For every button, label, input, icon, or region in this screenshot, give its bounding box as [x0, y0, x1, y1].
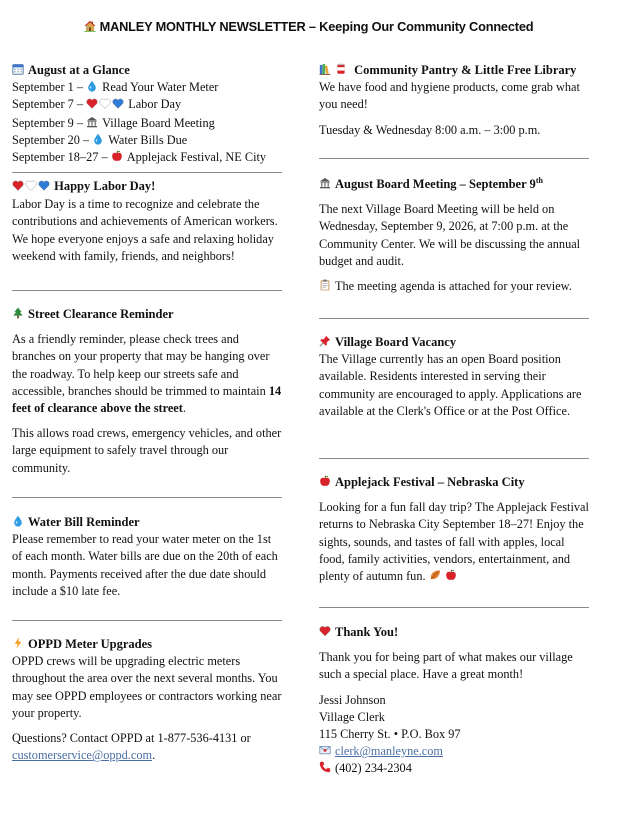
- oppd-questions: Questions? Contact OPPD at 1-877-536-4131 or customerservice@oppd.com.: [12, 731, 251, 763]
- red-white-blue-hearts-icon: [12, 179, 51, 196]
- signature-email: [319, 743, 589, 760]
- pushpin-icon: [319, 335, 331, 347]
- droplet-icon: [92, 133, 104, 145]
- oppd-email-link[interactable]: customerservice@oppd.com: [12, 748, 153, 763]
- signature-phone: (402) 234-2304: [319, 760, 589, 777]
- clipboard-icon: [319, 279, 331, 291]
- water-section: [12, 514, 282, 600]
- calendar-icon: [12, 63, 24, 75]
- labor-day-heading: Happy Labor Day!: [12, 178, 282, 196]
- lightning-icon: [12, 637, 24, 649]
- house-icon: [84, 20, 96, 32]
- droplet-icon: [12, 515, 24, 527]
- oppd-body: OPPD crews will be upgrading electric meters throughout the area over the next several months. You may see OPPD employees or contractors working near your property.: [12, 654, 282, 720]
- oppd-section: [12, 636, 282, 764]
- divider: [12, 497, 282, 498]
- red-white-blue-hearts-icon: [86, 97, 125, 114]
- applejack-heading: Applejack Festival – Nebraska City: [319, 474, 589, 491]
- fallen-leaf-icon: [429, 569, 441, 581]
- government-building-icon: [319, 177, 331, 189]
- red-apple-icon: [111, 150, 123, 162]
- droplet-icon: [86, 80, 98, 92]
- thanks-body: Thank you for being part of what makes our village such a special place. Have a great month!: [319, 650, 573, 682]
- divider: [12, 172, 282, 173]
- applejack-body: Looking for a fun fall day trip? The Applejack Festival returns to Nebraska City September 18–27! Enjoy the sights, sounds, and tastes of fall with apples, local food, family activities, vendors, entertainment, and plenty of autumn fun.: [319, 500, 589, 584]
- pantry-section: [319, 62, 589, 139]
- vacancy-section: [319, 334, 589, 420]
- divider: [12, 290, 282, 291]
- divider: [319, 458, 589, 459]
- board-meeting-body: The next Village Board Meeting will be held on Wednesday, September 9, 2026, at 7:00 p.m. at the Community Center. We will be discussing the annual budget and audit.: [319, 202, 581, 268]
- board-meeting-section: [319, 176, 589, 295]
- glance-section: [12, 62, 282, 166]
- water-heading: Water Bill Reminder: [12, 514, 282, 531]
- divider: [319, 607, 589, 608]
- thanks-heading: Thank You!: [319, 624, 589, 641]
- evergreen-tree-icon: [12, 307, 24, 319]
- government-building-icon: [86, 116, 98, 128]
- clerk-email-link[interactable]: clerk@manleyne.com: [335, 744, 443, 759]
- glance-heading: August at a Glance: [12, 62, 282, 79]
- board-meeting-heading: August Board Meeting – September 9th: [319, 176, 589, 193]
- street-body: As a friendly reminder, please check trees and branches on your property that may be hanging over the roadway. To help keep our streets safe and accessible, branches should be trimmed to maintain 14 feet of clearance above the street.: [12, 332, 282, 416]
- glance-item: September 9 – Village Board Meeting: [12, 115, 215, 130]
- divider: [319, 318, 589, 319]
- pantry-body: We have food and hygiene products, come grab what you need!: [319, 80, 580, 112]
- divider: [319, 158, 589, 159]
- red-apple-icon: [445, 569, 457, 581]
- glance-item: September 7 – Labor Day: [12, 96, 282, 114]
- telephone-icon: [319, 761, 331, 773]
- pantry-heading: Community Pantry & Little Free Library: [319, 62, 589, 79]
- oppd-heading: OPPD Meter Upgrades: [12, 636, 282, 653]
- glance-item: September 18–27 – Applejack Festival, NE City: [12, 150, 267, 165]
- red-heart-icon: [319, 625, 331, 637]
- divider: [12, 620, 282, 621]
- street-heading: Street Clearance Reminder: [12, 306, 282, 323]
- newsletter-title: MANLEY MONTHLY NEWSLETTER – Keeping Our Community Connected: [0, 18, 617, 35]
- vacancy-body: The Village currently has an open Board position available. Residents interested in serving their community are encouraged to apply. Applications are available at the Clerk's Office or at the Post Office.: [319, 352, 582, 418]
- books-icon: [319, 63, 331, 75]
- vacancy-heading: Village Board Vacancy: [319, 334, 589, 351]
- thanks-section: [319, 624, 589, 778]
- envelope-icon: [319, 744, 331, 756]
- signature-role: Village Clerk: [319, 709, 385, 724]
- red-apple-icon: [319, 475, 331, 487]
- signature-address: 115 Cherry St. • P.O. Box 97: [319, 727, 461, 742]
- signature-name: Jessi Johnson: [319, 692, 386, 707]
- applejack-section: [319, 474, 589, 585]
- labor-day-body: Labor Day is a time to recognize and celebrate the contributions and achievements of American workers. We hope everyone enjoys a safe and relaxing holiday weekend with family, friends, and neighbors!: [12, 197, 278, 263]
- glance-item: September 1 – Read Your Water Meter: [12, 80, 219, 95]
- street-section: [12, 306, 282, 477]
- pantry-hours: Tuesday & Wednesday 8:00 a.m. – 3:00 p.m.: [319, 122, 541, 137]
- glance-item: September 20 – Water Bills Due: [12, 132, 188, 147]
- food-can-icon: [335, 63, 347, 75]
- street-body-2: This allows road crews, emergency vehicles, and other large equipment to safely travel through our community.: [12, 426, 282, 475]
- labor-day-section: [12, 178, 282, 265]
- board-meeting-agenda: The meeting agenda is attached for your review.: [319, 278, 589, 295]
- water-body: Please remember to read your water meter on the 1st of each month. Water bills are due on the 20th of each month. Payments received after the due date should include a $10 late fee.: [12, 532, 278, 598]
